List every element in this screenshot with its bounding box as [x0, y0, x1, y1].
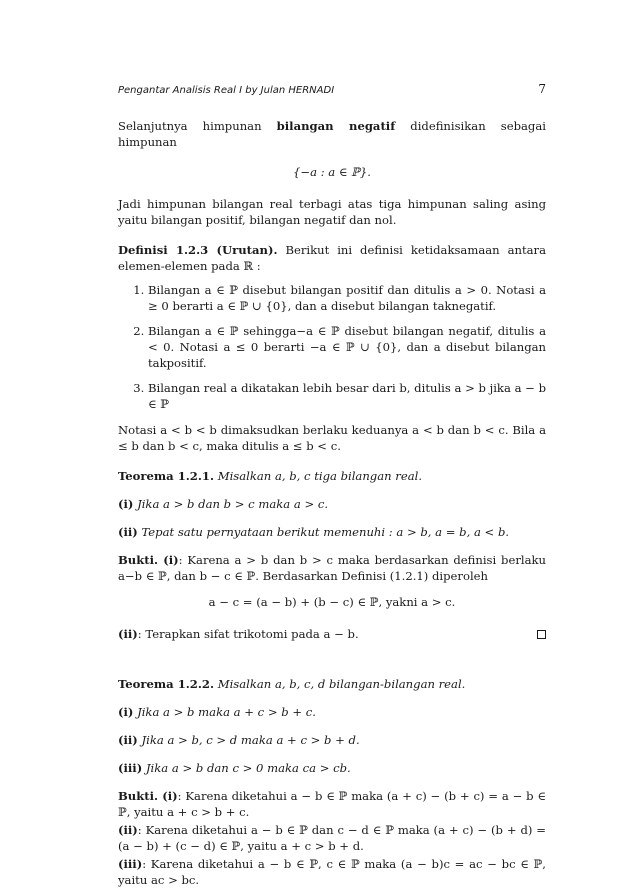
proof-1-part-i: [118, 553, 546, 585]
list-item: 1. Bilangan a ∈ ℙ disebut bilangan positif dan ditulis a > 0. Notasi a ≥ 0 berarti a ∈ ℙ ∪ {0}, dan a disebut bilangan taknegatif.: [148, 283, 546, 315]
definition-heading: [118, 243, 546, 275]
definition-text: Berikut ini definisi ketidaksamaan antara elemen-elemen pada ℝ :: [118, 242, 546, 273]
theorem-2-part-iii: [118, 761, 546, 777]
theorem-2-part-ii: [118, 733, 546, 749]
theorem-1-heading: [118, 469, 546, 485]
partition-paragraph: Jadi himpunan bilangan real terbagi atas tiga himpunan saling asing yaitu bilangan positif, bilangan negatif dan nol.: [118, 196, 546, 227]
proof-1-part-ii-text: [118, 627, 359, 643]
running-header: [118, 84, 546, 98]
theorem-2-label: Teorema 1.2.2.: [118, 676, 215, 691]
proof-1-equation: a − c = (a − b) + (b − c) ∈ ℙ, yakni a > c.: [208, 594, 456, 609]
theorem-2-statement: Misalkan a, b, c, d bilangan-bilangan real.: [214, 676, 466, 691]
theorem-1-label: Teorema 1.2.1.: [118, 468, 215, 483]
part-label: (ii): [118, 732, 138, 747]
theorem-1-statement: Misalkan a, b, c tiga bilangan real.: [214, 468, 423, 483]
page-number: 7: [538, 82, 546, 96]
part-text: : Karena diketahui a − b ∈ ℙ maka (a + c) − (b + c) = a − b ∈ ℙ, yaitu a + c > b + c.: [118, 788, 546, 819]
definition-list: [118, 283, 546, 413]
part-text: Jika a > b dan c > 0 maka ca > cb.: [142, 760, 351, 775]
part-text: : Karena diketahui a − b ∈ ℙ dan c − d ∈ ℙ maka (a + c) − (b + d) = (a − b) + (c − d) ∈ ℙ, yaitu a + c > b + d.: [118, 822, 546, 853]
proof-label: Bukti.: [118, 552, 159, 567]
part-text: Jika a > b, c > d maka a + c > b + d.: [137, 732, 360, 747]
part-label: (i): [118, 704, 134, 719]
part-text: Jika a > b dan b > c maka a > c.: [133, 496, 329, 511]
proof-2-part-ii: [118, 823, 546, 855]
intro-text-end: didefinisikan sebagai himpunan: [118, 119, 546, 149]
list-item: 2. Bilangan a ∈ ℙ sehingga−a ∈ ℙ disebut bilangan negatif, ditulis a < 0. Notasi a ≤ 0 berarti −a ∈ ℙ ∪ {0}, dan a disebut bilangan takpositif.: [148, 324, 546, 372]
theorem-2-part-i: [118, 705, 546, 721]
part-label: (i): [158, 788, 178, 803]
part-label: (iii): [118, 856, 143, 871]
part-label: (i): [118, 496, 134, 511]
intro-paragraph: [118, 119, 546, 151]
theorem-2-heading: [118, 677, 546, 693]
theorem-1-part-ii: [118, 525, 546, 541]
part-label: (ii): [118, 626, 138, 641]
part-label: (i): [158, 552, 179, 567]
theorem-1-part-i: [118, 497, 546, 513]
proof-1-part-ii: [118, 627, 546, 643]
proof-label: Bukti.: [118, 788, 159, 803]
part-text: : Terapkan sifat trikotomi pada a − b.: [137, 626, 359, 641]
part-label: (iii): [118, 760, 143, 775]
definition-label: Definisi 1.2.3 (Urutan).: [118, 242, 278, 257]
proof-2-part-i: [118, 789, 546, 821]
proof-2-part-iii: [118, 857, 546, 889]
part-label: (ii): [118, 524, 138, 539]
part-label: (ii): [118, 822, 138, 837]
part-text: Jika a > b maka a + c > b + c.: [133, 704, 316, 719]
part-text: : Karena a > b dan b > c maka berdasarkan definisi berlaku a−b ∈ ℙ, dan b − c ∈ ℙ. Berdasarkan Definisi (1.2.1) diperoleh: [118, 552, 546, 583]
page-content: [118, 119, 546, 890]
intro-text: Selanjutnya himpunan: [118, 119, 277, 133]
negative-set-equation: {−a : a ∈ ℙ}.: [293, 164, 371, 179]
notation-paragraph: Notasi a < b < b dimaksudkan berlaku keduanya a < b dan b < c. Bila a ≤ b dan b < c, maka ditulis a ≤ b < c.: [118, 422, 546, 453]
part-text: Tepat satu pernyataan berikut memenuhi : a > b, a = b, a < b.: [137, 524, 510, 539]
qed-box-icon: [537, 630, 546, 639]
list-item: 3. Bilangan real a dikatakan lebih besar dari b, ditulis a > b jika a − b ∈ ℙ: [148, 381, 546, 413]
header-title: Pengantar Analisis Real I by Julan HERNADI: [118, 85, 335, 96]
part-text: : Karena diketahui a − b ∈ ℙ, c ∈ ℙ maka (a − b)c = ac − bc ∈ ℙ, yaitu ac > bc.: [118, 856, 546, 887]
term-negative-numbers: bilangan negatif: [276, 119, 396, 133]
